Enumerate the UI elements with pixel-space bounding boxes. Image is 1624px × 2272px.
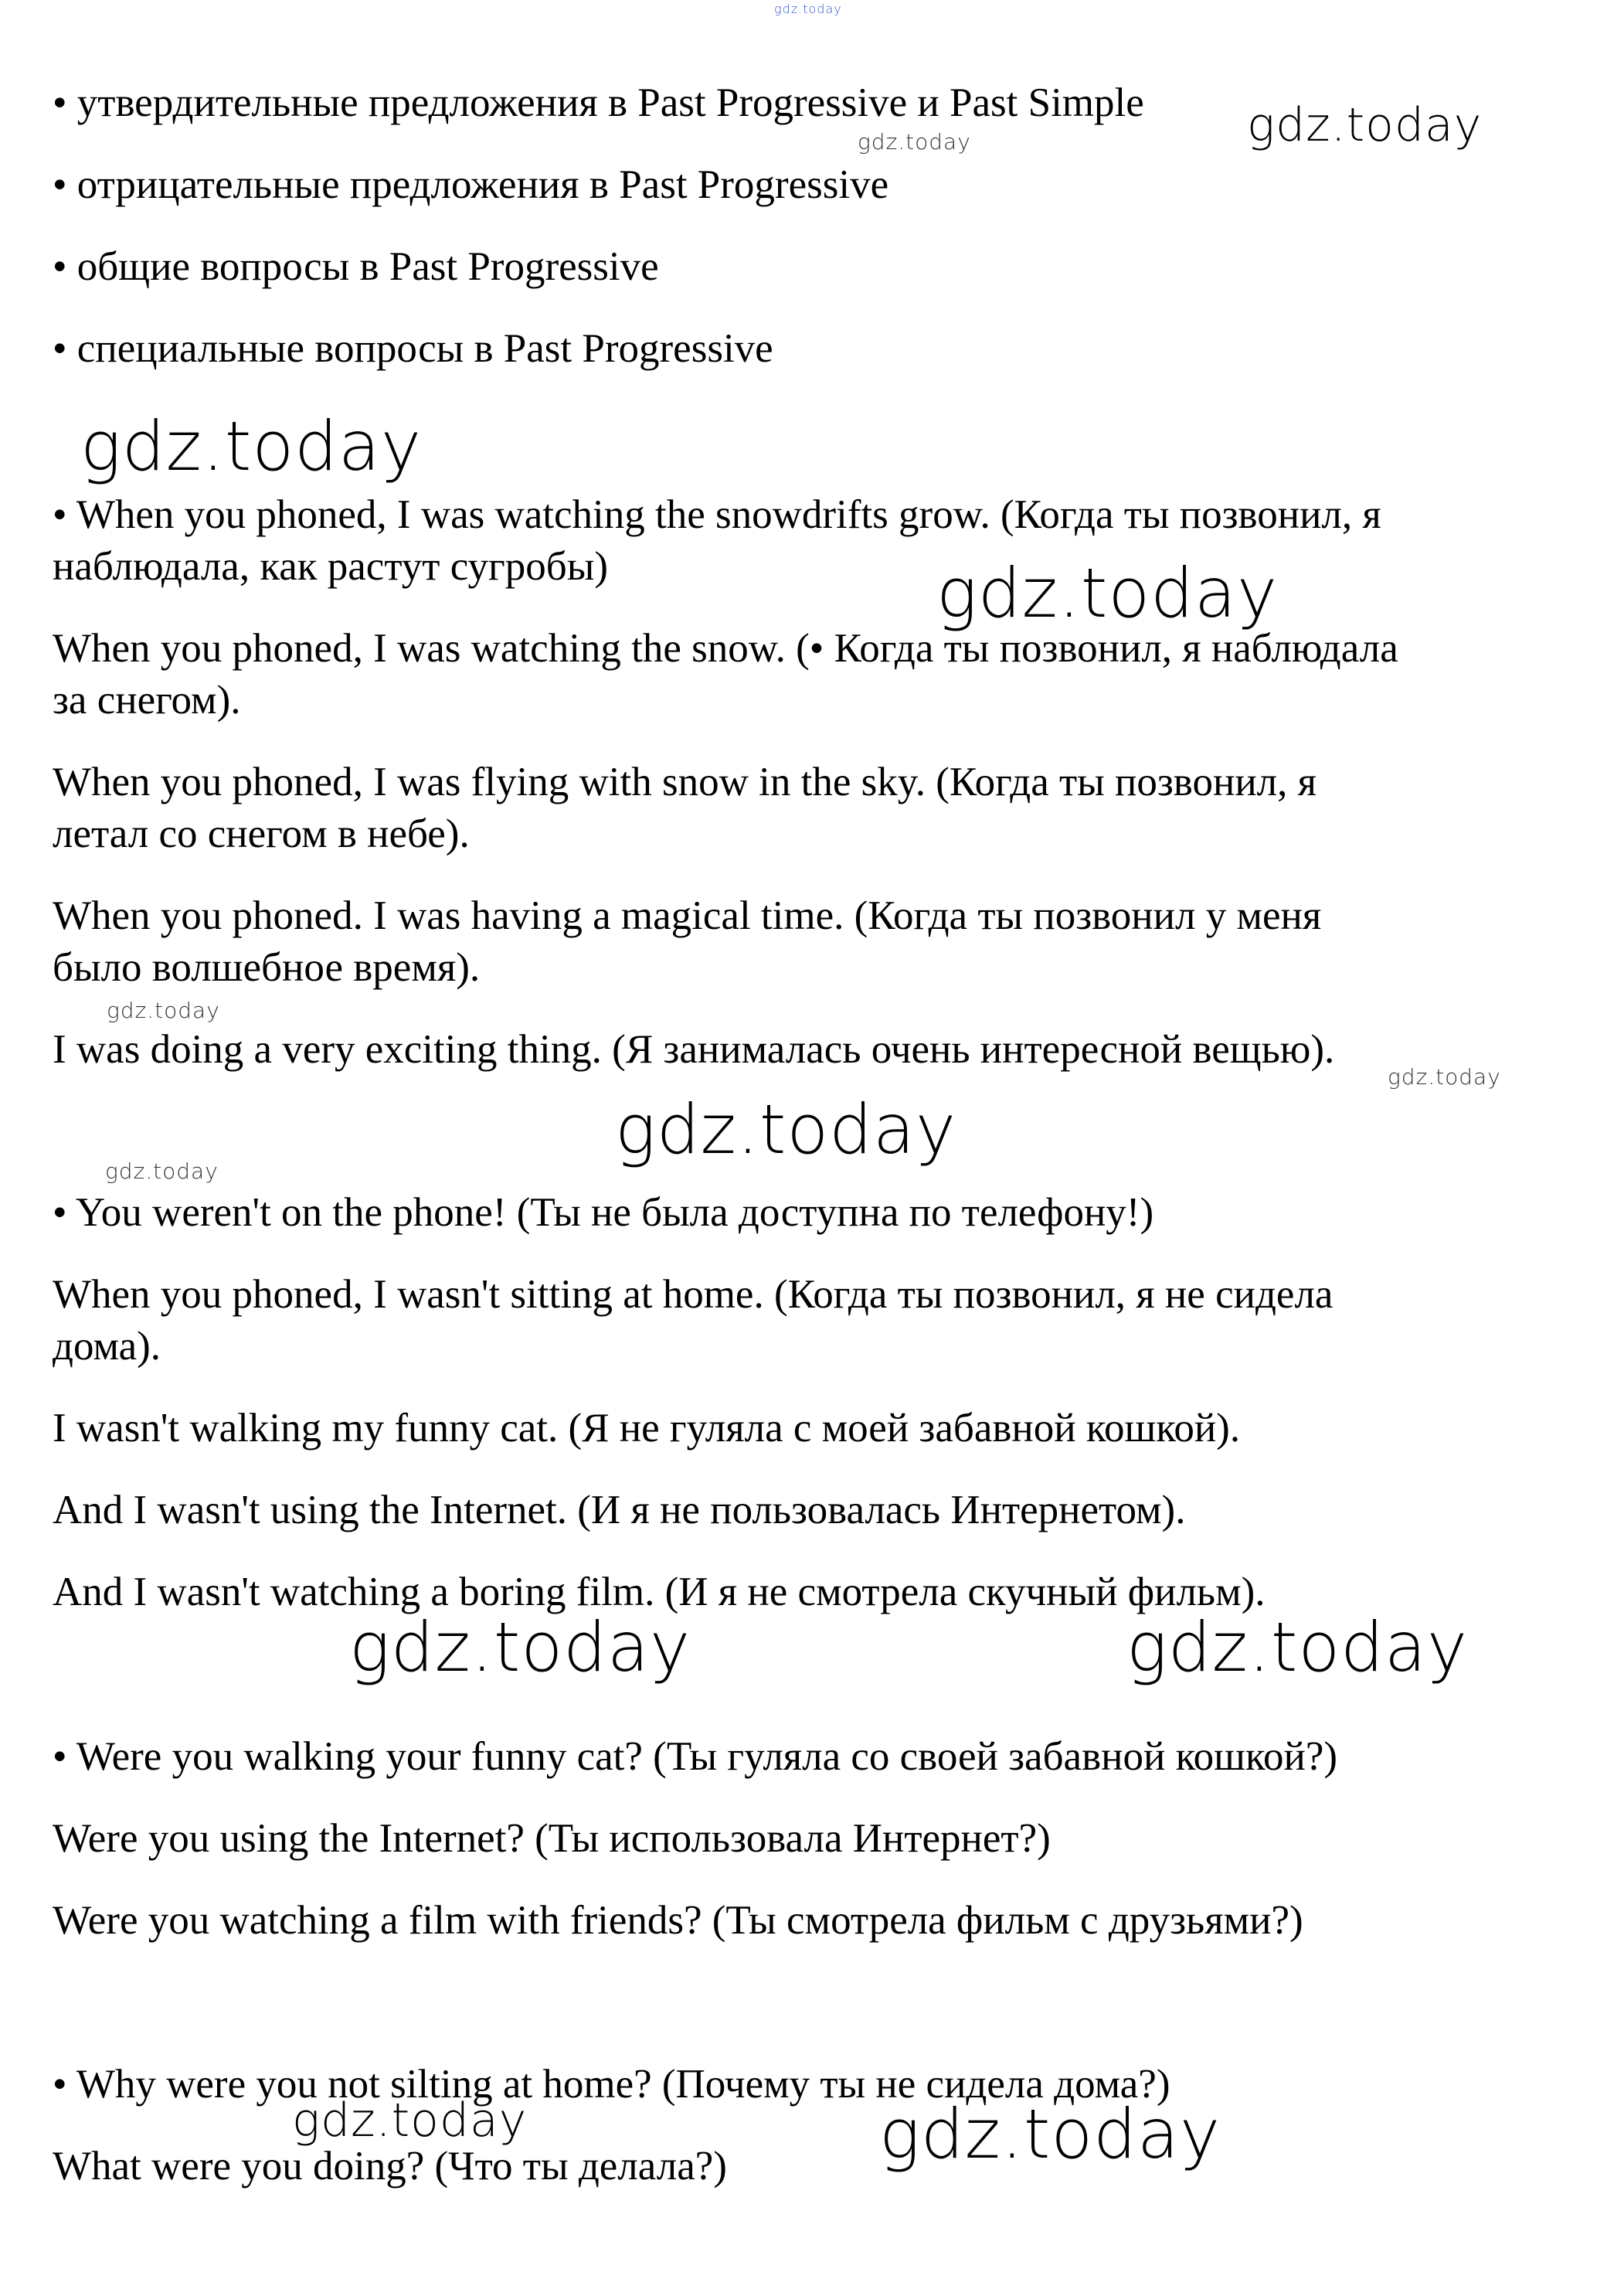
sentence-line: Were you using the Internet? (Ты использовала Интернет?) (53, 1816, 1051, 1861)
sentence-line: I wasn't walking my funny cat. (Я не гуляла с моей забавной кошкой). (53, 1406, 1241, 1451)
sentence-line: • You weren't on the phone! (Ты не была доступна по телефону!) (53, 1190, 1154, 1235)
watermark: gdz.today (858, 129, 971, 155)
sentence-line: летал со снегом в небе). (53, 811, 470, 856)
intro-item: • утвердительные предложения в Past Progressive и Past Simple (53, 80, 1144, 125)
watermark: gdz.today (1126, 1607, 1469, 1687)
sentence-line: When you phoned, I was watching the snow. (• Когда ты позвонил, я наблюдала (53, 626, 1398, 671)
watermark: gdz.today (105, 1158, 219, 1184)
intro-item: • общие вопросы в Past Progressive (53, 244, 659, 289)
sentence-line: I was doing a very exciting thing. (Я занималась очень интересной вещью). (53, 1027, 1335, 1072)
sentence-line: за снегом). (53, 678, 241, 723)
watermark: gdz.today (1388, 1064, 1501, 1090)
watermark: gdz.today (349, 1607, 691, 1687)
watermark: gdz.today (292, 2093, 528, 2148)
watermark: gdz.today (1247, 98, 1483, 152)
sentence-line: было волшебное время). (53, 945, 481, 990)
sentence-line: • Were you walking your funny cat? (Ты гуляла со своей забавной кошкой?) (53, 1734, 1338, 1779)
sentence-line: What were you doing? (Что ты делала?) (53, 2144, 727, 2189)
watermark: gdz.today (107, 998, 220, 1023)
sentence-line: When you phoned, I was flying with snow in the sky. (Когда ты позвонил, я (53, 760, 1317, 804)
sentence-line: • When you phoned, I was watching the snowdrifts grow. (Когда ты позвонил, я (53, 492, 1381, 537)
top-watermark: gdz.today (774, 2, 842, 16)
watermark: gdz.today (615, 1090, 957, 1169)
watermark: gdz.today (879, 2094, 1221, 2174)
sentence-line: When you phoned, I wasn't sitting at home. (Когда ты позвонил, я не сидела (53, 1272, 1334, 1317)
sentence-line: Were you watching a film with friends? (Ты смотрела фильм с друзьями?) (53, 1898, 1303, 1943)
sentence-line: • Why were you not silting at home? (Почему ты не сидела дома?) (53, 2062, 1170, 2107)
sentence-line: When you phoned. I was having a magical time. (Когда ты позвонил у меня (53, 893, 1322, 938)
intro-item: • специальные вопросы в Past Progressive (53, 326, 773, 371)
sentence-line: дома). (53, 1324, 161, 1369)
sentence-line: наблюдала, как растут сугробы) (53, 544, 608, 589)
sentence-line: And I wasn't watching a boring film. (И я не смотрела скучный фильм). (53, 1570, 1266, 1614)
intro-item: • отрицательные предложения в Past Progressive (53, 162, 889, 207)
sentence-line: And I wasn't using the Internet. (И я не пользовалась Интернетом). (53, 1488, 1186, 1532)
watermark: gdz.today (80, 406, 423, 486)
watermark: gdz.today (936, 553, 1279, 633)
